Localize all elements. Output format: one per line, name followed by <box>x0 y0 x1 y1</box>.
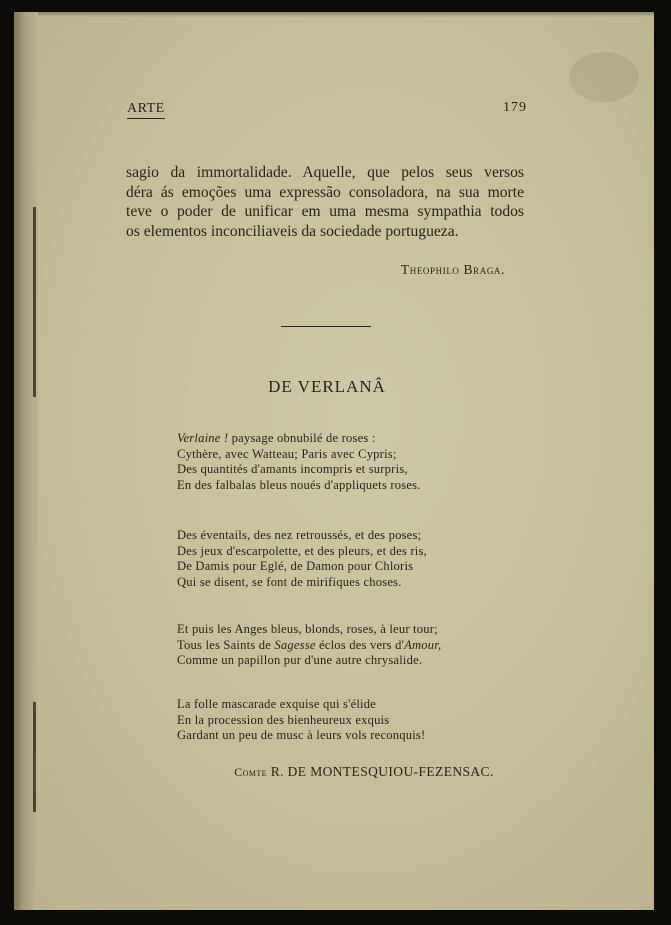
stanza <box>177 622 507 669</box>
running-head <box>127 100 527 122</box>
verse-italic: Sagesse <box>274 637 316 652</box>
stanza <box>177 697 507 744</box>
prose-paragraph <box>126 163 524 241</box>
verse-line <box>177 638 507 654</box>
section-title: ARTE <box>127 100 165 119</box>
verse-text: Tous les Saints de <box>177 637 275 652</box>
prose-line: sagio da immortalidade. Aquelle, que pelos seus versos <box>126 164 524 181</box>
poem-title: DE VERLANÂ <box>268 377 386 396</box>
stanza <box>177 528 507 591</box>
verse-line: De Damis pour Eglé, de Damon pour Chloris <box>177 559 414 574</box>
prose-line: os elementos inconciliaveis da sociedade portugueza. <box>126 222 459 240</box>
verse-text: paysage obnubilé de roses : <box>228 431 376 445</box>
prose-line: teve o poder de unificar em uma mesma sympathia todos <box>126 203 524 220</box>
paper-stain <box>569 52 639 102</box>
verse-italic: Amour, <box>404 637 442 652</box>
verse-text: éclos des vers d' <box>315 637 405 652</box>
author-title: Comte <box>234 765 267 779</box>
page-top-edge <box>38 12 654 18</box>
verse-line <box>177 431 507 447</box>
verse-line: Des quantités d'amants incompris et surpris, <box>177 462 408 477</box>
book-page <box>14 12 654 910</box>
section-divider <box>281 326 371 327</box>
author-name: R. DE MONTESQUIOU-FEZENSAC. <box>270 764 494 779</box>
verse-line: La folle mascarade exquise qui s'élide <box>177 697 377 711</box>
poem-author <box>214 764 514 780</box>
binding-stitch <box>33 207 36 397</box>
verse-line: Des éventails, des nez retroussés, et des poses; <box>177 528 422 542</box>
verse-line: Et puis les Anges bleus, blonds, roses, à leur tour; <box>177 622 438 636</box>
verse-line: Cythère, avec Watteau; Paris avec Cypris; <box>177 446 397 461</box>
verse-line: Comme un papillon pur d'une autre chrysalide. <box>177 653 423 668</box>
book-gutter <box>14 12 38 910</box>
verse-line: Qui se disent, se font de mirifiques choses. <box>177 575 402 590</box>
verse-line: En la procession des bienheureux exquis <box>177 712 390 727</box>
prose-line: déra ás emoções uma expressão consoladora, na sua morte <box>126 183 524 201</box>
verse-italic: Verlaine ! <box>177 431 229 445</box>
verse-line: Des jeux d'escarpolette, et des pleurs, et des ris, <box>177 543 427 558</box>
page-number: 179 <box>503 100 527 115</box>
stanza <box>177 431 507 494</box>
binding-stitch <box>33 702 36 812</box>
verse-line: En des falbalas bleus noués d'appliquets roses. <box>177 478 421 493</box>
prose-signature: Theophilo Braga. <box>400 262 505 277</box>
verse-line: Gardant un peu de musc à leurs vols reconquis! <box>177 728 426 743</box>
